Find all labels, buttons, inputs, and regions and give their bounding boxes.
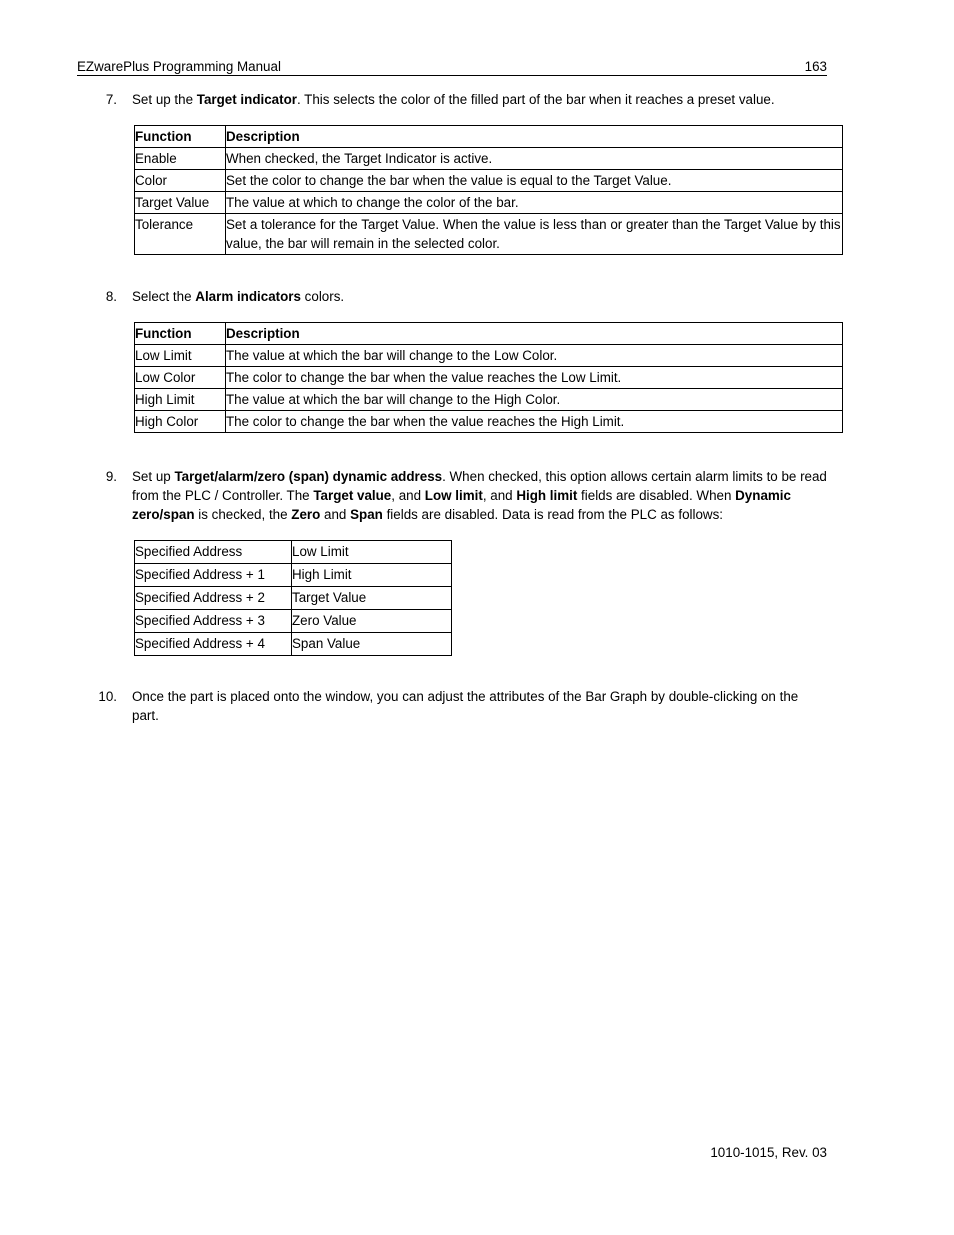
table-cell: Low Limit — [135, 345, 226, 367]
table-cell: Zero Value — [292, 610, 452, 633]
table-cell: The value at which the bar will change to the Low Color. — [226, 345, 843, 367]
target-indicator-table — [134, 125, 843, 255]
table-cell: Span Value — [292, 633, 452, 656]
table-row — [135, 633, 452, 656]
table-row — [135, 214, 843, 255]
table-cell: High Limit — [135, 389, 226, 411]
step-9-number: 9. — [105, 469, 117, 484]
table-row — [135, 170, 843, 192]
document-revision: 1010-1015, Rev. 03 — [710, 1145, 827, 1160]
table-row — [135, 389, 843, 411]
table-cell: Low Limit — [292, 541, 452, 564]
table-cell: The color to change the bar when the value reaches the Low Limit. — [226, 367, 843, 389]
table-cell: Target Value — [292, 587, 452, 610]
table-row — [135, 564, 452, 587]
table-row — [135, 345, 843, 367]
table-cell: The value at which the bar will change to the High Color. — [226, 389, 843, 411]
step-9-text: Set up Target/alarm/zero (span) dynamic address. When checked, this option allows certain alarm limits to be read from the PLC / Controller. The Target value, and Low limit, and High limit fields are disabled. When Dynamic zero/span is checked, the Zero and Span fields are disabled. Data is read from the PLC as follows: — [132, 469, 827, 522]
table-cell: When checked, the Target Indicator is active. — [226, 148, 843, 170]
alarm-indicators-table — [134, 322, 843, 433]
column-header: Function — [135, 323, 226, 345]
table-cell: The value at which to change the color of the bar. — [226, 192, 843, 214]
column-header: Description — [226, 323, 843, 345]
step-8-text: Select the Alarm indicators colors. — [132, 289, 345, 304]
table-cell: Specified Address — [135, 541, 292, 564]
table-cell: Color — [135, 170, 226, 192]
manual-title: EZwarePlus Programming Manual — [77, 59, 281, 74]
table-cell: Set the color to change the bar when the value is equal to the Target Value. — [226, 170, 843, 192]
table-cell: Tolerance — [135, 214, 226, 255]
step-7-text: Set up the Target indicator. This selects the color of the filled part of the bar when it reaches a preset value. — [132, 92, 775, 107]
page-header — [77, 56, 827, 76]
table-cell: Specified Address + 4 — [135, 633, 292, 656]
table-row — [135, 192, 843, 214]
address-mapping-table — [134, 540, 452, 656]
step-8-number: 8. — [105, 289, 117, 304]
step-7-number: 7. — [105, 92, 117, 107]
table-cell: Set a tolerance for the Target Value. When the value is less than or greater than the Target Value by this value, the bar will remain in the selected color. — [226, 214, 843, 255]
table-cell: High Color — [135, 411, 226, 433]
table-row — [135, 367, 843, 389]
page-number: 163 — [804, 59, 827, 74]
table-cell: The color to change the bar when the value reaches the High Limit. — [226, 411, 843, 433]
table-cell: High Limit — [292, 564, 452, 587]
table-cell: Specified Address + 2 — [135, 587, 292, 610]
table-cell: Specified Address + 1 — [135, 564, 292, 587]
column-header: Function — [135, 126, 226, 148]
column-header: Description — [226, 126, 843, 148]
table-row — [135, 411, 843, 433]
table-header-row — [135, 323, 843, 345]
table-row — [135, 610, 452, 633]
table-cell: Specified Address + 3 — [135, 610, 292, 633]
table-row — [135, 587, 452, 610]
table-cell: Target Value — [135, 192, 226, 214]
table-cell: Low Color — [135, 367, 226, 389]
table-header-row — [135, 126, 843, 148]
table-row — [135, 148, 843, 170]
step-10-number: 10. — [98, 689, 117, 704]
table-cell: Enable — [135, 148, 226, 170]
table-row — [135, 541, 452, 564]
step-10-text: Once the part is placed onto the window, you can adjust the attributes of the Bar Graph by double-clicking on the part. — [132, 689, 799, 723]
